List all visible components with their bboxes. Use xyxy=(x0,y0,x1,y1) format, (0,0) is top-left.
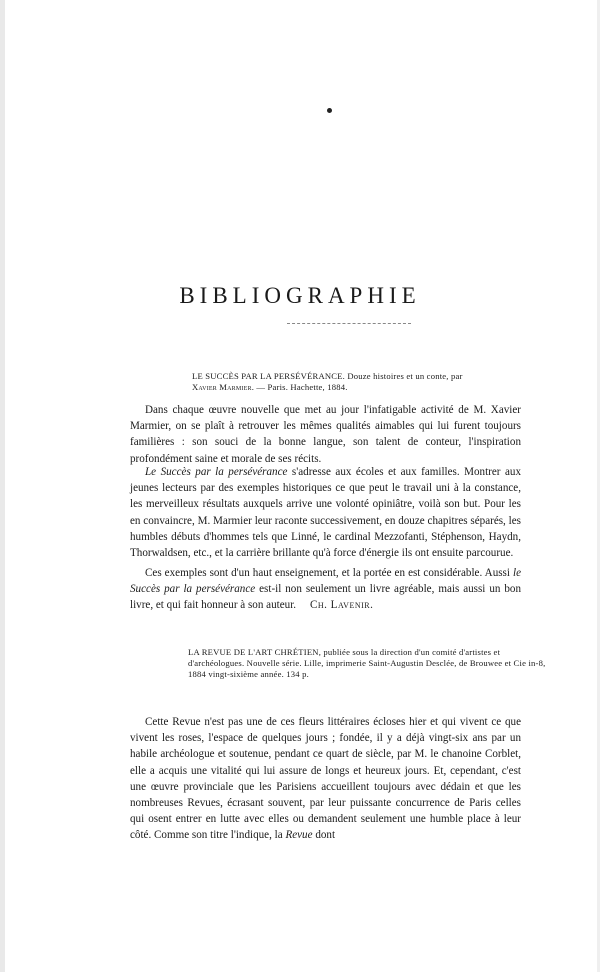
review2-heading-details: , publiée sous la direction d'un comité d'artistes et d'archéologues. Nouvelle série. Lille, imprimerie Saint-Augustin Desclée, de Brouwee et Cie in-8, 1884 vingt-sixième année. 134 p. xyxy=(188,647,546,679)
review2-heading-title: LA REVUE DE L'ART CHRÉTIEN xyxy=(188,647,319,657)
scan-left-edge xyxy=(0,0,5,972)
review1-paragraph-1 xyxy=(130,402,521,467)
review1-heading xyxy=(192,371,552,393)
review2-paragraph-1 xyxy=(130,714,521,844)
review1-paragraph-3-text: est-il non seulement un livre agréable, mais aussi un bon livre, et qui fait honneur à son auteur. xyxy=(130,583,522,612)
ink-dot xyxy=(327,108,332,113)
review2-paragraph-1-text: Cette Revue n'est pas une de ces fleurs littéraires écloses hier et qui vivent ce que vivent les roses, l'espace de quelques jours ; fondée, il y a déjà vingt-six ans par un habile archéologue et soutenue, pendant ce quart de siècle, par M. le chanoine Corblet, elle a acquis une vitalité qui lui assure de longs et heureux jours. Et, cependant, c'est une œuvre provinciale que les Parisiens accueillent toujours avec dédain et que les nombreuses Revues, écrasant souvent, par leur puissante concurrence de Paris celles qui osent entrer en lutte avec elles ou demandent seulement une humble place à leur côté. Comme son titre l'indique, la xyxy=(130,716,521,842)
review1-heading-author: Xavier Marmier xyxy=(192,382,252,392)
review1-paragraph-3-start: Ces exemples sont d'un haut enseignement, et la portée en est considérable. Aussi xyxy=(145,567,513,579)
review1-paragraph-2-text: s'adresse aux écoles et aux familles. Montrer aux jeunes lecteurs par des exemples historiques ce que peut le travail uni à la constance, les merveilleux résultats auxquels arrive une volonté opiniâtre, voilà son but. Pour les en convaincre, M. Marmier leur raconte successivement, en douze chapitres séparés, les humbles débuts d'hommes tels que Linné, le cardinal Mezzofanti, Stéphenson, Haydn, Thorwaldsen, etc., et la carrière brillante qu'à force d'énergie ils ont ensuite parcourue. xyxy=(130,466,521,560)
review1-heading-title: LE SUCCÈS PAR LA PERSÉVÉRANCE. Douze histoires et un conte, par xyxy=(192,371,463,381)
review2-heading xyxy=(188,647,558,680)
review1-paragraph-2 xyxy=(130,464,521,561)
page-title: BIBLIOGRAPHIE xyxy=(179,283,421,309)
review2-paragraph-1-end: dont xyxy=(312,829,336,842)
review1-heading-publisher: . — Paris. Hachette, 1884. xyxy=(251,382,348,392)
review1-paragraph-3 xyxy=(130,565,521,614)
review1-signature: Ch. Lavenir. xyxy=(309,599,374,612)
review1-book-title: Le Succès par la persévérance xyxy=(145,466,288,478)
review1-book-title-2: le Succès par la persévérance xyxy=(130,567,521,596)
review1-paragraph-1-text: Dans chaque œuvre nouvelle que met au jour l'infatigable activité de M. Xavier Marmier, on se plaît à retrouver les mêmes qualités aimables qui lui furent toujours familières : son souci de la bonne langue, son talent de conteur, l'inspiration profondément saine et morale de ses récits. xyxy=(130,404,521,465)
review2-revue-word: Revue xyxy=(285,829,313,842)
title-rule xyxy=(287,323,411,324)
